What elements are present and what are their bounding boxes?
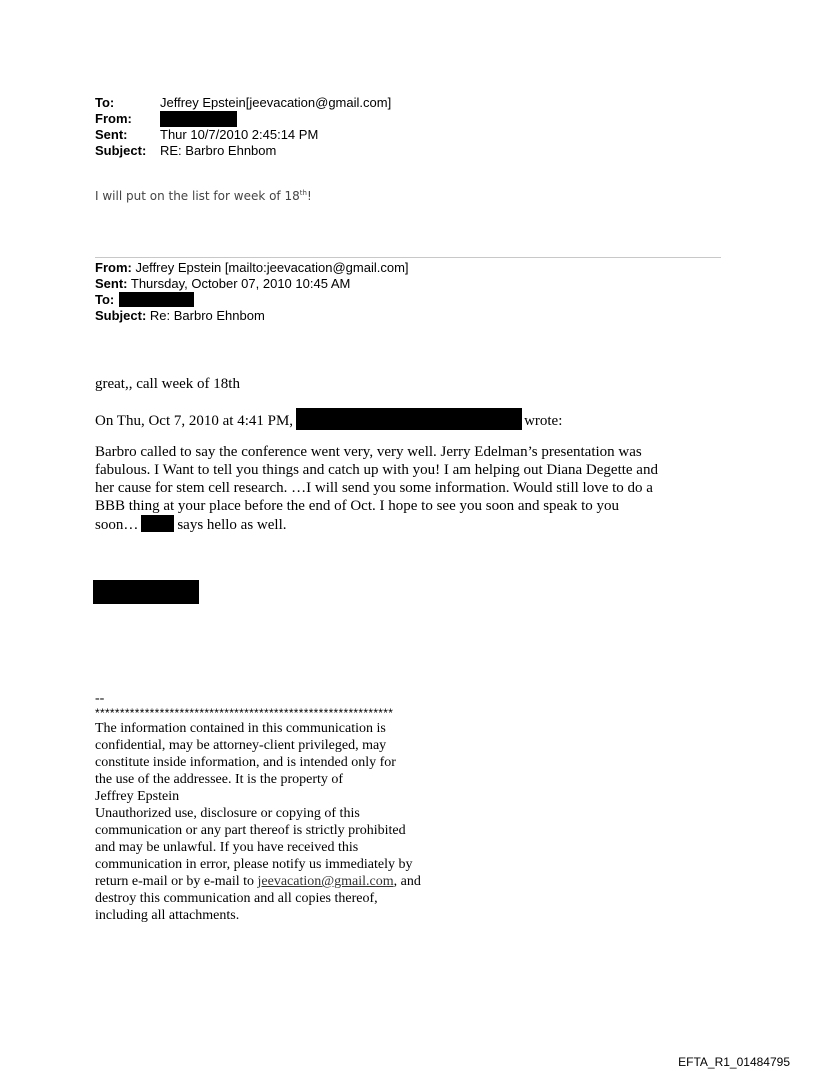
fwd-sent-label: Sent:: [95, 276, 128, 291]
fwd-from-row: [95, 260, 409, 276]
to-label: To:: [95, 95, 115, 110]
forwarded-header: [95, 260, 409, 324]
body-line: fabulous. I Want to tell you things and catch up with you! I am helping out Diana Degette and: [95, 462, 658, 478]
body-line: BBB thing at your place before the end of Oct. I hope to see you soon and speak to you: [95, 498, 620, 514]
last-prefix: soon…: [95, 517, 139, 533]
from-label: From:: [95, 111, 132, 126]
reply-superscript: th: [299, 189, 307, 197]
return-prefix: return e-mail or by e-mail to: [95, 874, 258, 889]
fwd-subject-value: Re: Barbro Ehnbom: [146, 308, 265, 323]
header-to-row: [95, 95, 391, 111]
footer-return-line: [95, 873, 421, 890]
message-body: [95, 443, 735, 533]
fwd-to-label: To:: [95, 292, 115, 307]
confidentiality-footer: [95, 690, 421, 924]
attribution-suffix: wrote:: [524, 413, 563, 429]
footer-line: Unauthorized use, disclosure or copying of this: [95, 806, 360, 821]
body-line: Barbro called to say the conference went very, very well. Jerry Edelman’s presentation was: [95, 444, 642, 460]
redaction-box: [160, 111, 237, 127]
fwd-sent-value: Thursday, October 07, 2010 10:45 AM: [127, 276, 351, 291]
redaction-box: [141, 515, 174, 532]
divider: [95, 257, 721, 258]
redaction-box: [119, 292, 194, 307]
fwd-to-row: [95, 292, 409, 308]
footer-line: constitute inside information, and is intended only for: [95, 755, 396, 770]
fwd-sent-row: [95, 276, 409, 292]
fwd-subject-row: [95, 308, 409, 324]
footer-line: Jeffrey Epstein: [95, 789, 180, 804]
email-link[interactable]: jeevacation@gmail.com: [257, 874, 394, 889]
to-value: Jeffrey Epstein[jeevacation@gmail.com]: [160, 95, 392, 110]
sent-value: Thur 10/7/2010 2:45:14 PM: [160, 127, 319, 142]
footer-line: the use of the addressee. It is the property of: [95, 772, 344, 787]
document-id: EFTA_R1_01484795: [678, 1055, 790, 1069]
quote-attribution: [95, 408, 562, 430]
footer-line: communication in error, please notify us immediately by: [95, 857, 413, 872]
header-from-row: [95, 111, 391, 127]
footer-dashes: --: [95, 691, 105, 706]
body-line-last: [95, 515, 735, 533]
return-suffix: , and: [393, 874, 421, 889]
header-sent-row: [95, 127, 391, 143]
footer-line: communication or any part thereof is strictly prohibited: [95, 823, 406, 838]
body-line: her cause for stem cell research. …I will send you some information. Would still love to do a: [95, 480, 653, 496]
reply-text: [95, 189, 312, 203]
greeting-line: great,, call week of 18th: [95, 376, 240, 392]
email-header: [95, 95, 391, 159]
last-suffix: says hello as well.: [177, 517, 287, 533]
fwd-from-label: From:: [95, 260, 132, 275]
footer-stars: ************************************************************: [95, 706, 394, 720]
redaction-box: [296, 408, 522, 430]
fwd-subject-label: Subject:: [95, 308, 147, 323]
footer-line: and may be unlawful. If you have received this: [95, 840, 359, 855]
reply-suffix: !: [306, 189, 312, 203]
footer-line: The information contained in this communication is: [95, 721, 386, 736]
attribution-prefix: On Thu, Oct 7, 2010 at 4:41 PM,: [95, 413, 294, 429]
sent-label: Sent:: [95, 127, 128, 142]
subject-value: RE: Barbro Ehnbom: [160, 143, 277, 158]
footer-line: destroy this communication and all copies thereof,: [95, 891, 378, 906]
signature-redaction: [93, 580, 199, 604]
reply-main: I will put on the list for week of 18: [95, 189, 300, 203]
footer-line: confidential, may be attorney-client privileged, may: [95, 738, 387, 753]
subject-label: Subject:: [95, 143, 147, 158]
footer-line: including all attachments.: [95, 908, 240, 923]
fwd-from-value: Jeffrey Epstein [mailto:jeevacation@gmail.com]: [131, 260, 409, 275]
header-subject-row: [95, 143, 391, 159]
